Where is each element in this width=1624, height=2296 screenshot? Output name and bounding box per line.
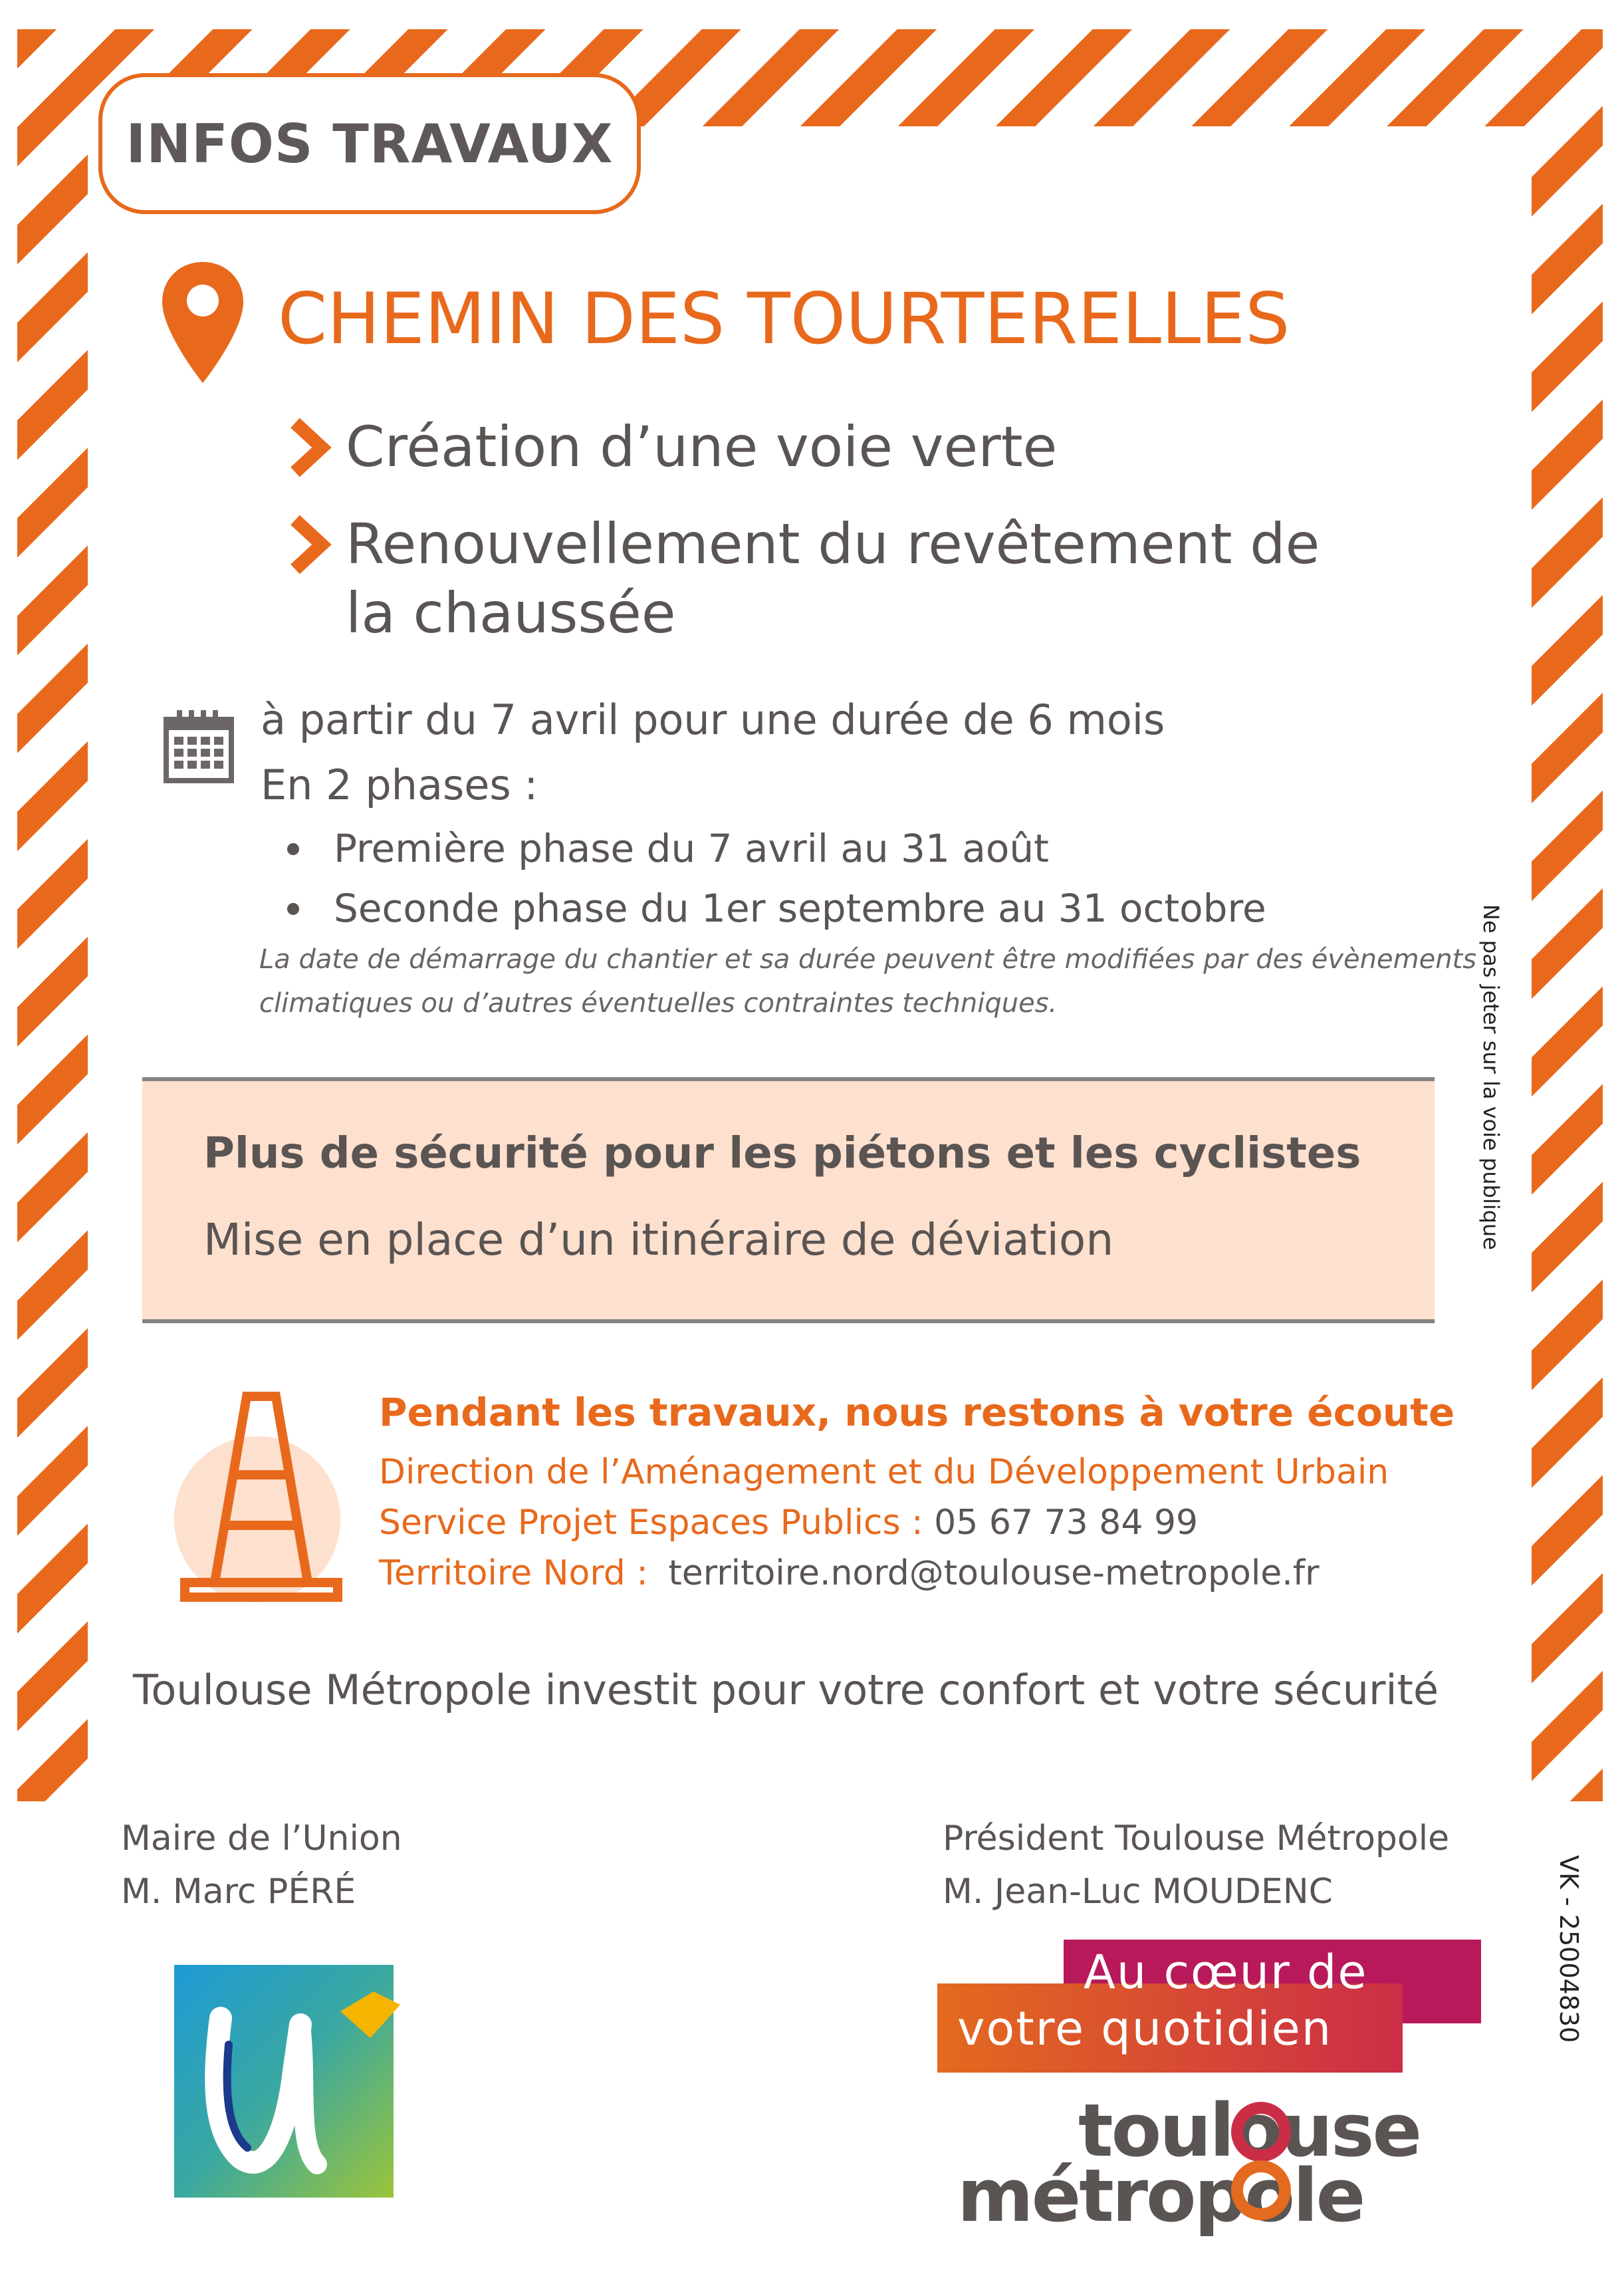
territory-label: Territoire Nord : xyxy=(379,1553,648,1593)
benefit-detour: Mise en place d’un itinéraire de déviation xyxy=(203,1214,1114,1265)
metropole-logo-line1: toulouse xyxy=(1078,2088,1421,2173)
right-name: M. Jean-Luc MOUDENC xyxy=(943,1872,1333,1912)
contact-direction: Direction de l’Aménagement et du Développement Urbain xyxy=(379,1452,1389,1492)
service-phone[interactable]: 05 67 73 84 99 xyxy=(934,1503,1199,1543)
reference-code: VK - 25004830 xyxy=(1554,1855,1583,2043)
footer-tagline: Toulouse Métropole investit pour votre confort et votre sécurité xyxy=(133,1666,1439,1714)
badge-label: INFOS TRAVAUX xyxy=(126,112,614,175)
union-logo xyxy=(174,1965,433,2198)
territory-email[interactable]: territoire.nord@toulouse-metropole.fr xyxy=(668,1553,1320,1593)
work-item-2: Renouvellement du revêtement de xyxy=(346,511,1320,576)
left-role: Maire de l’Union xyxy=(121,1819,402,1858)
benefits-band xyxy=(142,1077,1435,1323)
chevron-right-icon xyxy=(286,515,332,574)
metropole-logo-accent xyxy=(1224,2101,1298,2228)
right-role: Président Toulouse Métropole xyxy=(943,1819,1450,1858)
service-label: Service Projet Espaces Publics : xyxy=(379,1503,923,1543)
infos-travaux-badge xyxy=(98,73,641,214)
phase-2: Seconde phase du 1er septembre au 31 octobre xyxy=(334,886,1266,931)
bullet-dot xyxy=(287,903,299,915)
map-pin-icon xyxy=(160,259,246,386)
schedule-note-line2: climatiques ou d’autres éventuelles contraintes techniques. xyxy=(259,988,1058,1019)
calendar-icon xyxy=(162,709,235,785)
traffic-cone-icon xyxy=(178,1390,344,1602)
contact-heading: Pendant les travaux, nous restons à votre écoute xyxy=(379,1390,1455,1435)
contact-territory xyxy=(379,1553,1320,1593)
phase-1: Première phase du 7 avril au 31 août xyxy=(334,826,1049,871)
slogan-line2: votre quotidien xyxy=(957,2001,1333,2056)
benefit-safety: Plus de sécurité pour les piétons et les cyclistes xyxy=(203,1129,1361,1178)
chevron-right-icon xyxy=(286,418,332,477)
schedule-start: à partir du 7 avril pour une durée de 6 mois xyxy=(261,696,1165,744)
work-item-2-cont: la chaussée xyxy=(346,580,676,646)
schedule-phases-title: En 2 phases : xyxy=(261,761,538,809)
left-name: M. Marc PÉRÉ xyxy=(121,1872,356,1912)
bullet-dot xyxy=(287,843,299,855)
work-item-1: Création d’une voie verte xyxy=(346,414,1058,479)
side-notice: Ne pas jeter sur la voie publique xyxy=(1478,904,1504,1250)
schedule-note-line1: La date de démarrage du chantier et sa durée peuvent être modifiées par des évènements xyxy=(259,944,1477,975)
slogan-line1: Au cœur de xyxy=(1084,1945,1368,1999)
contact-service xyxy=(379,1503,1198,1543)
street-title: CHEMIN DES TOURTERELLES xyxy=(278,278,1290,360)
metropole-logo-line2: métropole xyxy=(957,2153,1364,2238)
